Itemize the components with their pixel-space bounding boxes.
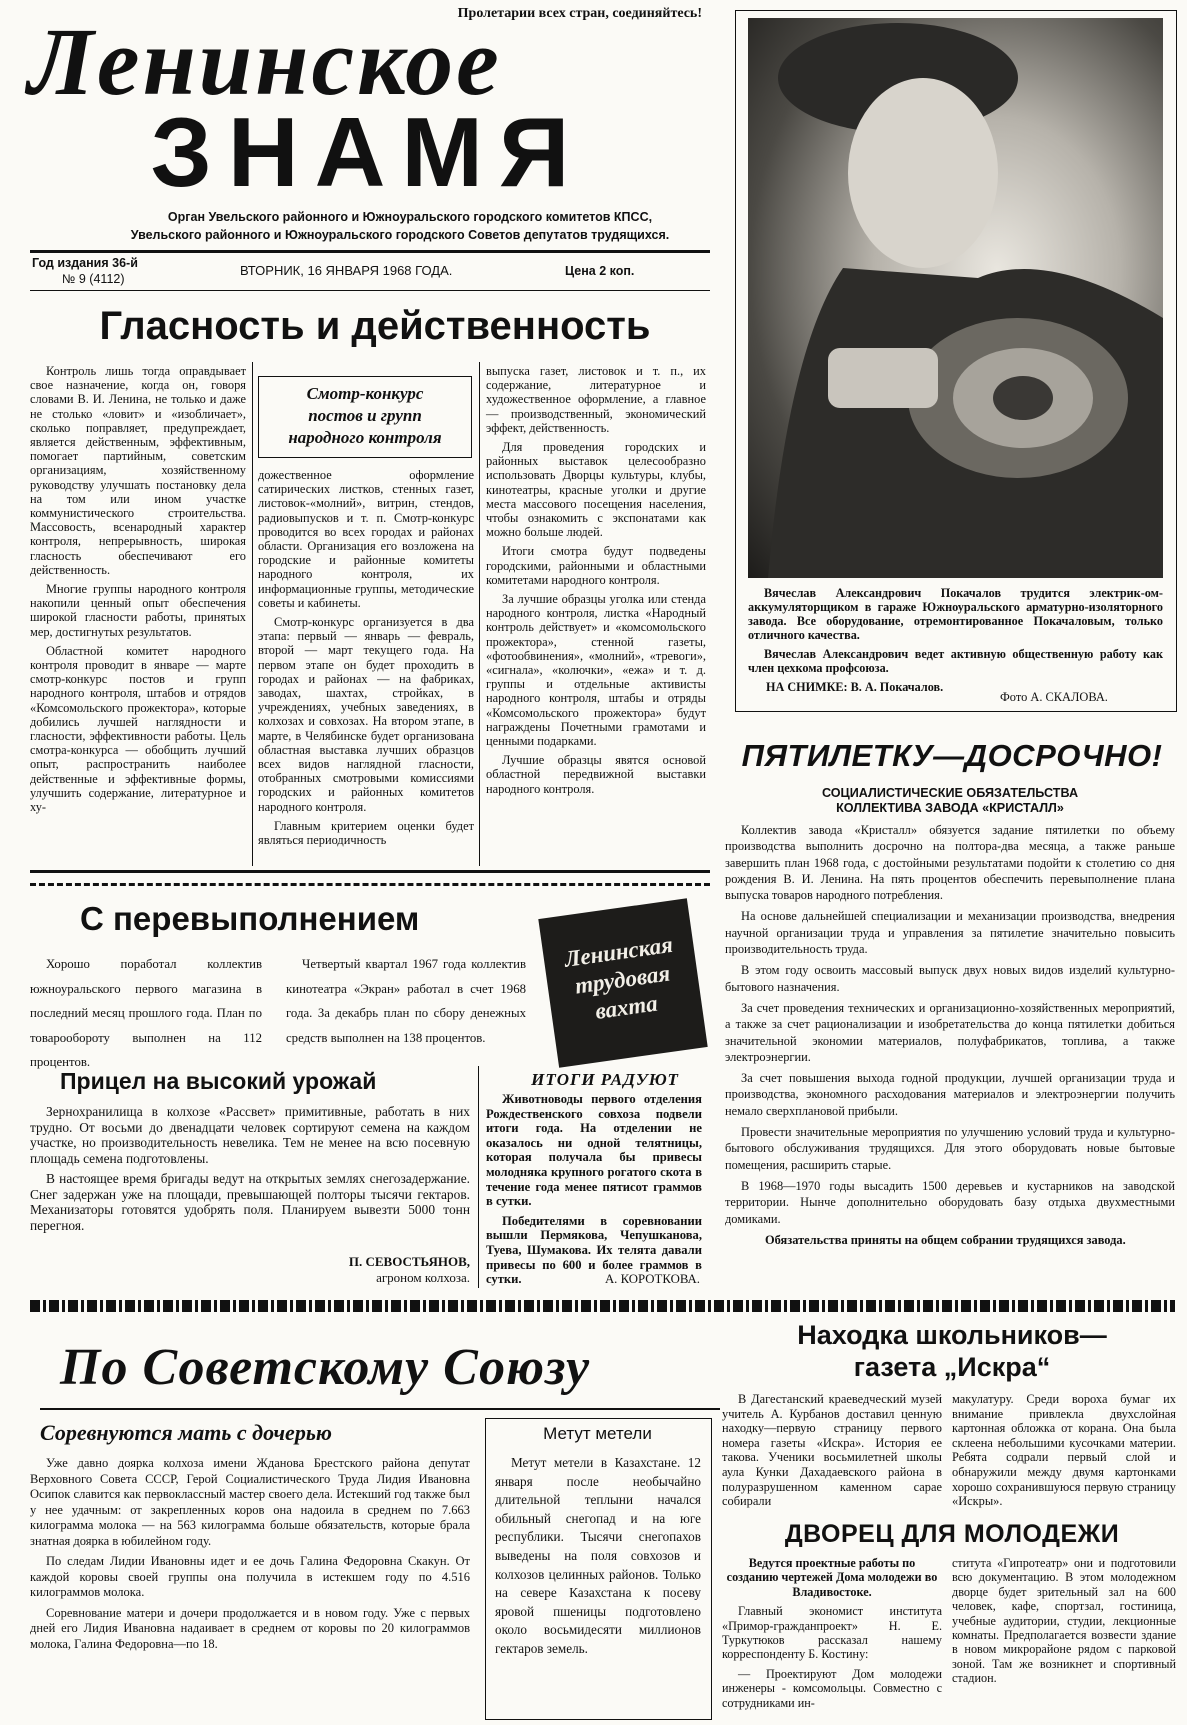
plan-headline: ПЯТИЛЕТКУ—ДОСРОЧНО! (741, 738, 1163, 773)
overfulfil-headline: С перевыполнением (80, 900, 420, 937)
harvest-p1: Зернохранилища в колхозе «Рассвет» примитивные, работать в них трудно. От восьми до двенадцати человек сортируют семена на каждом участке, но производительность невелика. Тем не менее на всю посевную площадь семена подготовлены. (30, 1104, 470, 1166)
masthead-title-script: Ленинское (28, 8, 502, 115)
photo-caption (748, 586, 1163, 699)
palace-p1: Главный экономист института «Примор-гражданпроект» Н. Е. Туркутюков рассказал нашему корреспонденту Б. Костину: (722, 1604, 942, 1662)
ussr-banner: По Советскому Союзу (60, 1339, 591, 1396)
section-divider (30, 1300, 1175, 1312)
mother-p3: Соревнование матери и дочери продолжается и в новом году. Уже с первых дней его Лидия Ивановна надаивает в среднем от коровы по 20 килограммов молока, Галина Федоровна—по 18. (30, 1605, 470, 1651)
worker-figure (748, 18, 1163, 578)
issue-number: № 9 (4112) (62, 272, 125, 286)
palace-headline: ДВОРЕЦ ДЛЯ МОЛОДЕЖИ (784, 1520, 1120, 1548)
iskra-col-1 (722, 1392, 942, 1524)
lead-col3-p1: выпуска газет, листовок и т. п., их содержание, литературное и художественное оформление, а главное — производственный, экономический эффект, действенность. (486, 364, 706, 435)
photo-caption-p3: НА СНИМКЕ: В. А. Покачалов. (766, 680, 944, 694)
lead-rule-2 (479, 362, 480, 866)
emblem-line-3: вахта (593, 990, 660, 1024)
overfulfil-col-1 (30, 952, 262, 1080)
emblem-line-1: Ленинская (562, 931, 675, 972)
lead-headline: Гласность и действенность (99, 304, 651, 348)
issue-date: ВТОРНИК, 16 ЯНВАРЯ 1968 ГОДА. (240, 263, 453, 278)
storm-text: Метут метели в Казахстане. 12 января после необычайно длительной теплыни начался обильный снегопад и на юге республики. Тысячи снегопахов выведены на поля совхозов и колхозов целинных районов. Только на севере Казахстана к посеву яровой пшеницы подготовлено около восьмидесяти миллионов гектаров земель. (495, 1455, 701, 1656)
plan-body (725, 822, 1175, 1252)
iskra-headline-1: Находка школьников— (797, 1320, 1107, 1350)
mother-p1: Уже давно доярка колхоза имени Жданова Брестского района депутат Верховного Совета СССР, Герой Социалистического Труда Лидия Ивановна Осипок славится как первоклассный мастер своего дела. Истекший год также был у нее удачным: от закрепленных коров она надоила в среднем по 7.663 килограмма молока — на 563 килограмма больше обязательств, которые брала знатная доярка в юбилейном году. (30, 1456, 470, 1548)
plan-subhead-2: КОЛЛЕКТИВА ЗАВОДА «КРИСТАЛЛ» (836, 801, 1064, 815)
lead-rubric-box (258, 376, 472, 458)
lead-col2-p1: дожественное оформление сатирических листков, стенных газет, листовок-«молний», витрин, стендов, радиовыпусков и т. п. Смотр-конкурс проводится во всех городах и районах области. Организация его возложена на городские и районные комитеты народного контроля, их информационные группы, методические советы и кабинеты. (258, 468, 474, 610)
labor-watch-emblem (538, 898, 707, 1067)
banner-underline (40, 1408, 720, 1410)
mother-p2: По следам Лидии Ивановны идет и ее дочь Галина Федоровна Скакун. От каждой коровы своей группы она получила в истекшем году по 4.516 килограммов молока. (30, 1554, 470, 1599)
results-p1: Животноводы первого отделения Рождественского совхоза подвели итоги года. На отделении не оказалось ни одной телятницы, которая получала бы привесы молодняка крупного рогатого скота в течение года менее пятисот граммов в сутки. (486, 1092, 702, 1209)
overfulfil-p1: Хорошо поработал коллектив южноуральского первого магазина в последний месяц прошлого года. План по товарообороту выполнен на 112 процентов. (30, 957, 262, 1069)
results-headline: ИТОГИ РАДУЮТ (531, 1070, 679, 1089)
lead-col2-p2: Смотр-конкурс организуется в два этапа: первый — январь — февраль, второй — март текущего года. На первом этапе он будет проходить в городах и районах — на фабриках, заводах, шахтах, стройках, в учреждениях, учебных заведениях, в колхозах и совхозах. На втором этапе, в марте, в Челябинске будет организована областная выставка лучших образцов всех видов наглядной гласности, отобранных смотровыми комиссиями городских и районных комитетов народного контроля. (258, 615, 474, 814)
rubric-line-1: Смотр-конкурс (306, 384, 424, 403)
photo-caption-p2: Вячеслав Александрович ведет активную общественную работу как член цехкома профсоюза. (748, 647, 1163, 675)
rubric-line-3: народного контроля (288, 428, 442, 447)
results-signature: А. КОРОТКОВА. (604, 1272, 700, 1286)
lead-col3-p2: Для проведения городских и районных выставок целесообразно использовать Дворцы культуры, клубы, кинотеатры, красные уголки и другие места массового посещения населения, чтобы ознакомить с экспонатами как можно больше людей. (486, 440, 706, 540)
harvest-headline: Прицел на высокий урожай (60, 1068, 377, 1094)
iskra-col-2 (952, 1392, 1176, 1524)
harvest-p2: В настоящее время бригады ведут на открытых землях снегозадержание. Снег задержан уже на площади, превышающей полторы тысячи гектаров. Механизаторы готовятся удобрять поля. Планируем вывезти 5000 тонн перегноя. (30, 1171, 470, 1233)
iskra-p2: макулатуру. Среди вороха бумаг их внимание привлекла двухслойная картонная обложка от корана. Она была склеена небольшими кусочками материи. Ребята содрали первый слой и обнаружили между двумя картонками хорошо сохранившуюся первую страницу «Искры». (952, 1392, 1176, 1509)
overfulfil-col-2 (286, 952, 526, 1055)
lead-col1-p2: Многие группы народного контроля накопили ценный опыт обеспечения широкой гласности работы, принятых мер, достигнутых результатов. (30, 582, 246, 639)
plan-p4: За счет проведения технических и организационно-хозяйственных мероприятий, а также за счет рационализации и изобретательства до конца пятилетки добиться значительной экономии материалов, полуфабрикатов, топлива, а также электроэнергии. (725, 1000, 1175, 1064)
palace-col-2 (952, 1556, 1176, 1720)
masthead-rule-bottom (30, 290, 710, 291)
plan-p3: В этом году освоить массовый выпуск двух новых видов изделий культурно-бытового назначения. (725, 963, 1175, 994)
year-label: Год издания 36-й (32, 256, 138, 270)
overfulfil-p2: Четвертый квартал 1967 года коллектив кинотеатра «Экран» работал в счет 1968 года. За декабрь план по сбору денежных средств выполнен на 138 процентов. (286, 957, 526, 1045)
plan-subhead-1: СОЦИАЛИСТИЧЕСКИЕ ОБЯЗАТЕЛЬСТВА (821, 786, 1079, 800)
plan-p5: За счет повышения выхода годной продукции, лучшей организации труда и производства, экономного расходования материалов и электроэнергии получить немало сверхплановой прибыли. (725, 1071, 1175, 1118)
masthead-organ-line1: Орган Увельского районного и Южноуральского городского комитетов КПСС, (167, 210, 653, 224)
lead-column-2 (258, 468, 474, 864)
results-p2: Победителями в соревновании вышли Пермякова, Чепушканова, Туева, Шумакова. Их телята давали привесы по 600 и более граммов в сутки. (486, 1213, 702, 1287)
palace-p2: — Проектируют Дом молодежи инженеры - комсомольцы. Совместно с сотрудниками ин- (722, 1666, 942, 1710)
palace-col-1 (722, 1556, 942, 1720)
lead-column-1 (30, 364, 246, 864)
palace-p3: ститута «Гипротеатр» они и подготовили всю документацию. В этом молодежном дворце будет зрительный зал на 600 человек, кафе, спортзал, гостиница, учебные аудитории, студии, лекционные комнаты. Предполагается возвести здание в новом микрорайоне рядом с парковой зоной. Там же возникнет и спортивный стадион. (952, 1556, 1176, 1686)
lead-col3-p3: Итоги смотра будут подведены городскими, районными и областными комитетами народного контроля. (486, 544, 706, 587)
emblem-line-2: трудовая (573, 960, 672, 999)
lead-column-3 (486, 364, 706, 864)
lead-rule-1 (252, 362, 253, 866)
lead-col1-p3: Областной комитет народного контроля проводит в январе — марте смотр-конкурс постов и групп народного контроля, штабов и отрядов «Комсомольского прожектора», которые добились лучшей наглядности и гласности, эффективности работы. Цель смотра-конкурса — обобщить лучший опыт, распространить наиболее действенные и эффективные формы, улучшить содержание, литературное и ху- (30, 643, 246, 815)
plan-p6: Провести значительные мероприятия по улучшению условий труда и культурно-бытового обслуживания трудящихся. Для этого оборудовать новые бытовые помещения, расширить старые. (725, 1125, 1175, 1172)
masthead-rule (30, 250, 710, 253)
mother-daughter-headline: Соревнуются мать с дочерью (40, 1420, 332, 1445)
masthead-organ-line2: Увельского районного и Южноуральского городского Советов депутатов трудящихся. (130, 228, 670, 242)
rubric-line-2: постов и групп (308, 406, 422, 425)
harvest-body (30, 1104, 470, 1270)
palace-lead: Ведутся проектные работы по созданию чертежей Дома молодежи во Владивостоке. (726, 1556, 938, 1599)
mother-daughter-body (30, 1456, 470, 1716)
plan-closing: Обязательства приняты на общем собрании трудящихся завода. (765, 1232, 1126, 1247)
iskra-p1: В Дагестанский краеведческий музей учитель А. Курбанов доставил ценную находку—первую страницу первого номера газеты «Искра». История ее такова. Ученики восьмилетней школы аула Кунки Дахадаевского района в полуразрушенном каменном сарае собирали (722, 1392, 942, 1509)
iskra-headline-2: газета „Искра“ (853, 1352, 1051, 1382)
harvest-signature-name: П. СЕВОСТЬЯНОВ, (348, 1254, 470, 1269)
plan-p2: На основе дальнейшей специализации и механизации производства, внедрения научной организации труда и управления за пятилетие значительно повысить производительность труда. (725, 909, 1175, 957)
photo-credit: Фото А. СКАЛОВА. (1000, 690, 1108, 704)
plan-p1: Коллектив завода «Кристалл» обязуется задание пятилетки по объему производства выполнить досрочно на полтора-два месяца, а также раньше завершить план 1968 года, с достойными результатами подойти к столетию со дня рождения В. И. Ленина. На пять процентов обеспечить перевыполнение плана выпуска товаров народного потребления. (725, 823, 1175, 903)
harvest-results-rule (478, 1066, 479, 1288)
plan-p7: В 1968—1970 годы высадить 1500 деревьев и кустарников на заводской территории. Нынче дополнительно оборудовать базу отдыха двухместными домиками. (725, 1178, 1175, 1226)
lead-col2-p3: Главным критерием оценки будет являться периодичность (258, 818, 474, 848)
lead-col3-p4: За лучшие образцы уголка или стенда народного контроля, листка «Народный контроль действует» и «комсомольского прожектора», стенной газеты, «фотообвинения», «молний», «тревоги», «сигнала», «колючки», «ежа» и т. д. группы и отдельные активисты народного контроля, штабы и отряды «Комсомольского прожектора» будут награждены Почетными грамотами и ценными подарками. (486, 592, 706, 749)
masthead-title-block: ЗНАМЯ (150, 97, 586, 207)
lead-bottom-rule (30, 870, 710, 886)
storm-body (495, 1454, 701, 1712)
storm-headline: Метут метели (543, 1424, 652, 1443)
photo-caption-p1: Вячеслав Александрович Покачалов трудится электрик-ом-аккумуляторщиком в гараже Южноуральского арматурно-изоляторного завода. Все оборудование, отремонтированное Покачаловым, только отличного качества. (748, 586, 1163, 642)
lead-col1-p1: Контроль лишь тогда оправдывает свое назначение, когда он, говоря словами В. И. Ленина, не только и даже не столько «ловит» и «изобличает», сколько поправляет, предупреждает, является действенным, эффективным, помогает партийным, советским организациям, хозяйственному руководству улучшать постановку дела на том или ином участке коммунистического строительства. Массовость, всенародный характер контроля, непрерывность, широкая гласность обеспечивают его действенность. (30, 364, 246, 577)
slogan: Пролетарии всех стран, соединяйтесь! (457, 6, 702, 21)
price: Цена 2 коп. (565, 264, 635, 278)
harvest-signature-role: агроном колхоза. (376, 1270, 470, 1285)
worker-photo (748, 18, 1163, 578)
lead-col3-p5: Лучшие образцы явятся основой областной передвижной выставки народного контроля. (486, 753, 706, 796)
